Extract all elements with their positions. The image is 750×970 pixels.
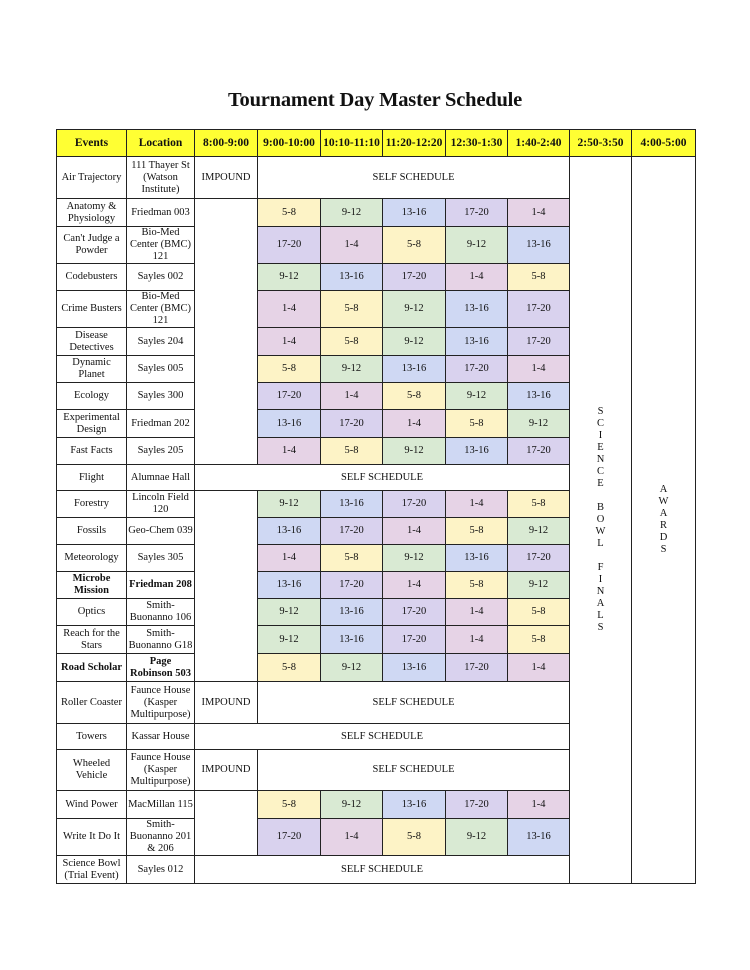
time-slot: 5-8 <box>383 819 446 856</box>
time-slot: 1-4 <box>383 518 446 545</box>
time-slot: 9-12 <box>258 491 321 518</box>
time-slot: 13-16 <box>321 599 383 626</box>
time-slot: 13-16 <box>446 438 508 465</box>
time-slot: 1-4 <box>383 572 446 599</box>
header-cell: 9:00-10:00 <box>258 130 321 157</box>
time-slot: 5-8 <box>321 328 383 356</box>
page-title: Tournament Day Master Schedule <box>227 89 523 111</box>
self-schedule-cell: SELF SCHEDULE <box>195 465 570 491</box>
event-location: Sayles 205 <box>127 438 195 465</box>
table-row <box>57 157 696 199</box>
time-slot: 1-4 <box>258 545 321 572</box>
time-slot: 1-4 <box>321 383 383 410</box>
time-slot: 1-4 <box>321 819 383 856</box>
time-slot: 1-4 <box>508 199 570 227</box>
event-name: Reach for the Stars <box>57 626 127 654</box>
time-slot: 13-16 <box>258 518 321 545</box>
time-slot: 17-20 <box>446 791 508 819</box>
time-slot: 13-16 <box>508 383 570 410</box>
time-slot: 17-20 <box>446 654 508 682</box>
time-slot: 5-8 <box>508 264 570 291</box>
time-slot: 17-20 <box>383 264 446 291</box>
event-location: Geo-Chem 039 <box>127 518 195 545</box>
time-slot: 5-8 <box>321 438 383 465</box>
event-name: Roller Coaster <box>57 682 127 724</box>
header-row <box>57 130 696 157</box>
time-slot: 5-8 <box>258 199 321 227</box>
time-slot: 1-4 <box>446 491 508 518</box>
event-location: Smith-Buonanno 201 & 206 <box>127 819 195 856</box>
event-name: Ecology <box>57 383 127 410</box>
event-name: Anatomy & Physiology <box>57 199 127 227</box>
event-location: Friedman 003 <box>127 199 195 227</box>
impound-cell: IMPOUND <box>195 750 258 791</box>
time-slot: 5-8 <box>446 518 508 545</box>
event-location: Sayles 300 <box>127 383 195 410</box>
event-name: Road Scholar <box>57 654 127 682</box>
time-slot: 1-4 <box>446 626 508 654</box>
time-slot: 9-12 <box>383 291 446 328</box>
time-slot: 9-12 <box>321 199 383 227</box>
header-cell: 1:40-2:40 <box>508 130 570 157</box>
header-cell: 10:10-11:10 <box>321 130 383 157</box>
event-location: MacMillan 115 <box>127 791 195 819</box>
time-slot: 9-12 <box>508 410 570 438</box>
header-cell: 11:20-12:20 <box>383 130 446 157</box>
awards-label: A W A R D S <box>658 484 669 555</box>
event-location: Faunce House (Kasper Multipurpose) <box>127 682 195 724</box>
time-slot: 13-16 <box>446 328 508 356</box>
self-schedule-cell: SELF SCHEDULE <box>258 157 570 199</box>
event-name: Meteorology <box>57 545 127 572</box>
time-slot: 5-8 <box>258 654 321 682</box>
event-location: Bio-Med Center (BMC) 121 <box>127 227 195 264</box>
event-name: Write It Do It <box>57 819 127 856</box>
time-slot: 5-8 <box>383 227 446 264</box>
event-name: Fossils <box>57 518 127 545</box>
header-cell: Events <box>57 130 127 157</box>
science-bowl-finals-label: S C I E N C E B O W L F I N A L S <box>595 406 606 633</box>
schedule-table <box>56 129 696 884</box>
event-name: Towers <box>57 724 127 750</box>
impound-cell: IMPOUND <box>195 682 258 724</box>
time-slot: 9-12 <box>383 438 446 465</box>
time-slot: 17-20 <box>321 410 383 438</box>
event-location: Smith-Buonanno G18 <box>127 626 195 654</box>
time-slot: 1-4 <box>446 599 508 626</box>
time-slot: 17-20 <box>508 438 570 465</box>
empty-cell <box>195 199 258 465</box>
time-slot: 9-12 <box>383 328 446 356</box>
self-schedule-cell: SELF SCHEDULE <box>258 682 570 724</box>
impound-cell: IMPOUND <box>195 157 258 199</box>
event-location: 111 Thayer St (Watson Institute) <box>127 157 195 199</box>
time-slot: 5-8 <box>446 410 508 438</box>
empty-cell <box>195 791 258 856</box>
time-slot: 5-8 <box>321 291 383 328</box>
time-slot: 1-4 <box>508 654 570 682</box>
time-slot: 9-12 <box>446 383 508 410</box>
time-slot: 5-8 <box>258 791 321 819</box>
time-slot: 1-4 <box>258 438 321 465</box>
empty-cell <box>195 491 258 682</box>
time-slot: 5-8 <box>508 626 570 654</box>
schedule-body <box>57 157 696 884</box>
event-location: Alumnae Hall <box>127 465 195 491</box>
time-slot: 5-8 <box>321 545 383 572</box>
time-slot: 13-16 <box>383 356 446 383</box>
time-slot: 9-12 <box>258 599 321 626</box>
time-slot: 5-8 <box>508 491 570 518</box>
time-slot: 1-4 <box>446 264 508 291</box>
event-location: Faunce House (Kasper Multipurpose) <box>127 750 195 791</box>
header-cell: 12:30-1:30 <box>446 130 508 157</box>
time-slot: 5-8 <box>508 599 570 626</box>
event-location: Kassar House <box>127 724 195 750</box>
event-location: Friedman 202 <box>127 410 195 438</box>
event-location: Sayles 204 <box>127 328 195 356</box>
time-slot: 1-4 <box>508 791 570 819</box>
science-bowl-finals-column <box>570 157 632 884</box>
time-slot: 5-8 <box>258 356 321 383</box>
time-slot: 17-20 <box>508 291 570 328</box>
time-slot: 13-16 <box>258 572 321 599</box>
event-name: Crime Busters <box>57 291 127 328</box>
time-slot: 1-4 <box>383 410 446 438</box>
time-slot: 13-16 <box>383 654 446 682</box>
event-name: Fast Facts <box>57 438 127 465</box>
time-slot: 9-12 <box>321 356 383 383</box>
event-location: Page Robinson 503 <box>127 654 195 682</box>
event-location: Friedman 208 <box>127 572 195 599</box>
event-location: Sayles 305 <box>127 545 195 572</box>
time-slot: 1-4 <box>258 328 321 356</box>
time-slot: 13-16 <box>446 545 508 572</box>
time-slot: 17-20 <box>258 383 321 410</box>
time-slot: 13-16 <box>321 491 383 518</box>
time-slot: 9-12 <box>508 572 570 599</box>
time-slot: 5-8 <box>383 383 446 410</box>
time-slot: 1-4 <box>258 291 321 328</box>
time-slot: 17-20 <box>508 328 570 356</box>
self-schedule-cell: SELF SCHEDULE <box>195 856 570 884</box>
event-name: Experimental Design <box>57 410 127 438</box>
time-slot: 17-20 <box>508 545 570 572</box>
self-schedule-cell: SELF SCHEDULE <box>195 724 570 750</box>
header-cell: 4:00-5:00 <box>632 130 696 157</box>
header-cell: Location <box>127 130 195 157</box>
time-slot: 1-4 <box>508 356 570 383</box>
time-slot: 13-16 <box>258 410 321 438</box>
time-slot: 17-20 <box>258 227 321 264</box>
time-slot: 9-12 <box>383 545 446 572</box>
event-location: Sayles 012 <box>127 856 195 884</box>
event-location: Bio-Med Center (BMC) 121 <box>127 291 195 328</box>
event-name: Optics <box>57 599 127 626</box>
time-slot: 13-16 <box>383 791 446 819</box>
event-name: Wheeled Vehicle <box>57 750 127 791</box>
event-name: Disease Detectives <box>57 328 127 356</box>
event-name: Microbe Mission <box>57 572 127 599</box>
time-slot: 17-20 <box>258 819 321 856</box>
time-slot: 13-16 <box>383 199 446 227</box>
event-location: Lincoln Field 120 <box>127 491 195 518</box>
event-name: Science Bowl (Trial Event) <box>57 856 127 884</box>
event-location: Smith-Buonanno 106 <box>127 599 195 626</box>
time-slot: 13-16 <box>446 291 508 328</box>
time-slot: 17-20 <box>446 356 508 383</box>
time-slot: 17-20 <box>383 491 446 518</box>
time-slot: 17-20 <box>383 599 446 626</box>
time-slot: 13-16 <box>508 819 570 856</box>
event-name: Wind Power <box>57 791 127 819</box>
header-cell: 2:50-3:50 <box>570 130 632 157</box>
time-slot: 17-20 <box>383 626 446 654</box>
time-slot: 13-16 <box>321 626 383 654</box>
time-slot: 17-20 <box>321 518 383 545</box>
self-schedule-cell: SELF SCHEDULE <box>258 750 570 791</box>
event-name: Dynamic Planet <box>57 356 127 383</box>
time-slot: 17-20 <box>446 199 508 227</box>
time-slot: 9-12 <box>258 626 321 654</box>
event-name: Codebusters <box>57 264 127 291</box>
time-slot: 13-16 <box>508 227 570 264</box>
time-slot: 9-12 <box>258 264 321 291</box>
time-slot: 5-8 <box>446 572 508 599</box>
time-slot: 9-12 <box>508 518 570 545</box>
event-name: Flight <box>57 465 127 491</box>
header-cell: 8:00-9:00 <box>195 130 258 157</box>
event-location: Sayles 005 <box>127 356 195 383</box>
event-name: Air Trajectory <box>57 157 127 199</box>
event-name: Can't Judge a Powder <box>57 227 127 264</box>
time-slot: 1-4 <box>321 227 383 264</box>
time-slot: 9-12 <box>321 654 383 682</box>
time-slot: 9-12 <box>321 791 383 819</box>
event-name: Forestry <box>57 491 127 518</box>
time-slot: 9-12 <box>446 227 508 264</box>
event-location: Sayles 002 <box>127 264 195 291</box>
awards-column <box>632 157 696 884</box>
time-slot: 9-12 <box>446 819 508 856</box>
time-slot: 17-20 <box>321 572 383 599</box>
time-slot: 13-16 <box>321 264 383 291</box>
